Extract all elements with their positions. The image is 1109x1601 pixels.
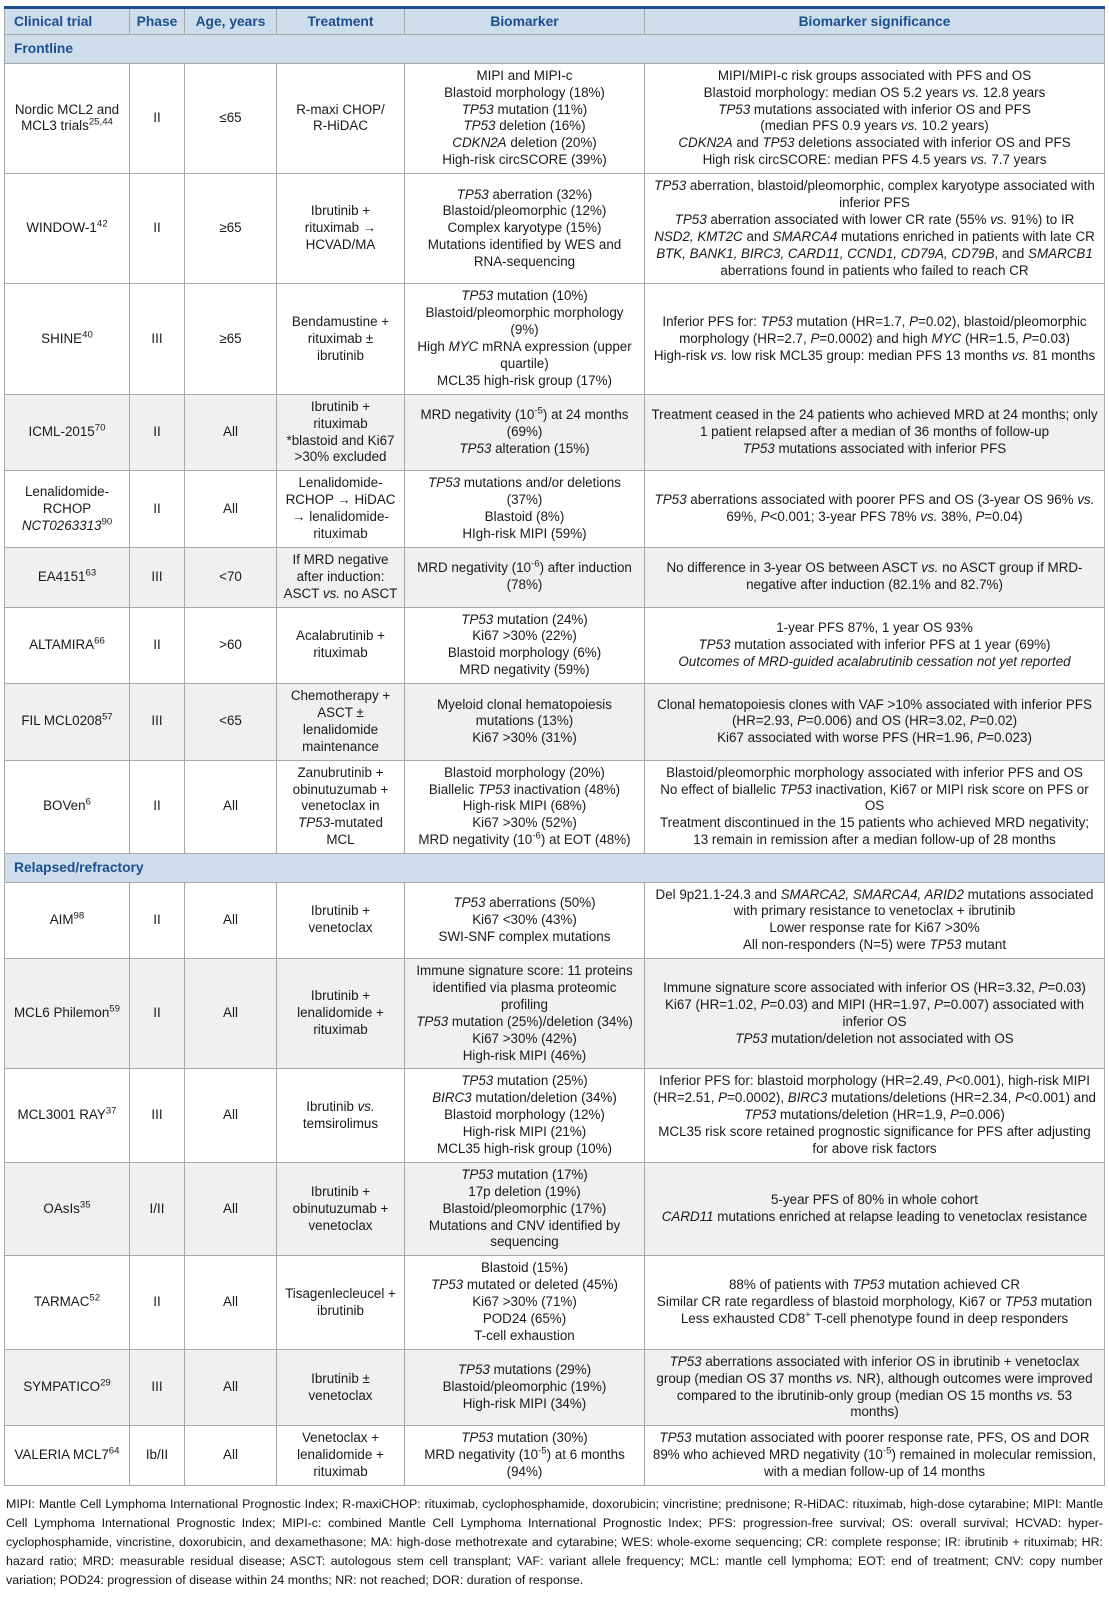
treatment-cell: Ibrutinib + venetoclax [277,882,405,959]
trial-name: Nordic MCL2 and MCL3 trials$^{25,44}$ [5,63,130,173]
table-row [5,547,1105,607]
trial-name: Lenalidomide-RCHOP NCT0263313$^{90}$ [5,471,130,548]
table-row [5,607,1105,684]
phase-cell: II [130,1256,185,1349]
biomarker-cell: TP53 mutation (25%) BIRC3 mutation/deletion (34%) Blastoid morphology (12%) High-risk MIPI (21%) MCL35 high-risk group (10%) [405,1069,645,1162]
biomarker-significance-cell: 1-year PFS 87%, 1 year OS 93% TP53 mutation associated with inferior PFS at 1 year (69%) Outcomes of MRD-guided acalabrutinib cessation not yet reported [645,607,1105,684]
trial-name: SHINE$^{40}$ [5,284,130,394]
biomarker-significance-cell: Inferior PFS for: TP53 mutation (HR=1.7, P=0.02), blastoid/pleomorphic morphology (HR=2.7, P=0.0002) and high MYC (HR=1.5, P=0.03) High-risk vs. low risk MCL35 group: median PFS 13 months vs. 81 months [645,284,1105,394]
treatment-cell: Zanubrutinib + obinutuzumab + venetoclax in TP53-mutated MCL [277,760,405,853]
table-row [5,684,1105,761]
age-cell: >60 [185,607,277,684]
phase-cell: II [130,607,185,684]
biomarker-cell: TP53 aberration (32%) Blastoid/pleomorphic (12%) Complex karyotype (15%) Mutations identified by WES and RNA-sequencing [405,174,645,284]
biomarker-significance-cell: Del 9p21.1-24.3 and SMARCA2, SMARCA4, ARID2 mutations associated with primary resistance to venetoclax + ibrutinib Lower response rate for Ki67 >30% All non-responders (N=5) were TP53 mutant [645,882,1105,959]
trial-name: MCL3001 RAY$^{37}$ [5,1069,130,1162]
column-header-clinical-trial: Clinical trial [5,8,130,35]
biomarker-cell: MRD negativity $(10^{-6})$ after induction (78%) [405,547,645,607]
trial-name: VALERIA $MCL7^{64}$ [5,1426,130,1486]
age-cell: All [185,1162,277,1255]
treatment-cell: Ibrutinib ± venetoclax [277,1349,405,1426]
phase-cell: II [130,882,185,959]
phase-cell: I/II [130,1162,185,1255]
treatment-cell: Tisagenlecleucel + ibrutinib [277,1256,405,1349]
biomarker-significance-cell: Blastoid/pleomorphic morphology associated with inferior PFS and OS No effect of biallelic TP53 inactivation, Ki67 or MIPI risk score on PFS or OS Treatment discontinued in the 15 patients who achieved MRD negativity; 13 remain in remission after a median follow-up of 28 months [645,760,1105,853]
biomarker-cell: TP53 mutations (29%) Blastoid/pleomorphic (19%) High-risk MIPI (34%) [405,1349,645,1426]
biomarker-significance-cell: TP53 aberrations associated with inferior OS in ibrutinib + venetoclax group (median OS 37 months vs. NR), although outcomes were improved compared to the ibrutinib-only group (median OS 15 months vs. 53 months) [645,1349,1105,1426]
table-row [5,284,1105,394]
biomarker-significance-cell: Treatment ceased in the 24 patients who achieved MRD at 24 months; only 1 patient relapsed after a median of 36 months of follow-up TP53 mutations associated with inferior PFS [645,394,1105,471]
trial-name: AIM$^{98}$ [5,882,130,959]
column-header-biomarker: Biomarker [405,8,645,35]
table-figure [4,6,1105,1591]
phase-cell: III [130,1069,185,1162]
trial-name: ICML-2015$^{70}$ [5,394,130,471]
biomarker-cell: Immune signature score: 11 proteins identified via plasma proteomic profiling TP53 mutation (25%)/deletion (34%) Ki67 >30% (42%) High-risk MIPI (46%) [405,959,645,1069]
age-cell: All [185,1426,277,1486]
treatment-cell: Ibrutinib + rituximab → HCVAD/MA [277,174,405,284]
column-header-phase: Phase [130,8,185,35]
trial-name: MCL6 Philemon$^{59}$ [5,959,130,1069]
biomarker-significance-cell: TP53 mutation associated with poorer response rate, PFS, OS and DOR 89% who achieved MRD negativity $(10^{-5})$ remained in molecular remission, with a median follow-up of 14 months [645,1426,1105,1486]
phase-cell: II [130,174,185,284]
treatment-cell: Ibrutinib + obinutuzumab + venetoclax [277,1162,405,1255]
age-cell: ≤65 [185,63,277,173]
table-row [5,471,1105,548]
table-row [5,959,1105,1069]
biomarker-cell: TP53 mutation (17%) 17p deletion (19%) Blastoid/pleomorphic (17%) Mutations and CNV identified by sequencing [405,1162,645,1255]
treatment-cell: Bendamustine + rituximab ± ibrutinib [277,284,405,394]
phase-cell: II [130,760,185,853]
age-cell: All [185,760,277,853]
phase-cell: II [130,959,185,1069]
biomarker-cell: Myeloid clonal hematopoiesis mutations (13%) Ki67 >30% (31%) [405,684,645,761]
biomarker-cell: TP53 aberrations (50%) Ki67 <30% (43%) SWI-SNF complex mutations [405,882,645,959]
table-row [5,394,1105,471]
biomarker-cell: Blastoid morphology (20%) Biallelic TP53 inactivation (48%) High-risk MIPI (68%) Ki67 >30% (52%) MRD negativity $(10^{-6})$ at EOT (48%) [405,760,645,853]
trial-name: WINDOW-$1^{42}$ [5,174,130,284]
treatment-cell: If MRD negative after induction: ASCT vs. no ASCT [277,547,405,607]
trial-name: OAsIs$^{35}$ [5,1162,130,1255]
treatment-cell: Lenalidomide-RCHOP → HiDAC → lenalidomide-rituximab [277,471,405,548]
header-row [5,8,1105,35]
section-label: Frontline [5,35,1105,63]
biomarker-cell: MRD negativity $(10^{-5})$ at 24 months (69%) TP53 alteration (15%) [405,394,645,471]
phase-cell: III [130,1349,185,1426]
trial-name: TARMAC$^{52}$ [5,1256,130,1349]
phase-cell: III [130,547,185,607]
table-row [5,760,1105,853]
age-cell: ≥65 [185,174,277,284]
age-cell: All [185,394,277,471]
age-cell: All [185,1069,277,1162]
biomarker-cell: TP53 mutation (10%) Blastoid/pleomorphic morphology (9%) High MYC mRNA expression (upper quartile) MCL35 high-risk group (17%) [405,284,645,394]
treatment-cell: Chemotherapy + ASCT ± lenalidomide maintenance [277,684,405,761]
biomarker-cell: Blastoid (15%) TP53 mutated or deleted (45%) Ki67 >30% (71%) POD24 (65%) T-cell exhaustion [405,1256,645,1349]
phase-cell: II [130,63,185,173]
age-cell: All [185,1256,277,1349]
treatment-cell: Ibrutinib vs. temsirolimus [277,1069,405,1162]
phase-cell: III [130,684,185,761]
section-header-relapsed-refractory [5,854,1105,882]
abbreviations-footnote: MIPI: Mantle Cell Lymphoma International Prognostic Index; R-maxiCHOP: rituximab, cyclophosphamide, doxorubicin; vincristine; prednisone; R-HiDAC: rituximab, high-dose cytarabine; MIPI: Mantle Cell Lymphoma International Prognostic Index; MIPI-c: combined Mantle Cell Lymphoma International Prognostic Index; PFS: progression-free survival; OS: overall survival; HCVAD: hyper-cyclophosphamide, vincristine, doxorubicin, and dexamethasone; MA: high-dose methotrexate and cytarabine; WES: whole-exome sequencing; CR: complete response; IR: ibrutinib + rituximab; HR: hazard ratio; MRD: measurable residual disease; ASCT: autologous stem cell transplant; VAF: variant allele frequency; MCL: mantle cell lymphoma; EOT: end of treatment; CNV: copy number variation; POD24: progression of disease within 24 months; NR: not reached; DOR: duration of response. [6,1497,1103,1588]
phase-cell: Ib/II [130,1426,185,1486]
treatment-cell: Venetoclax + lenalidomide + rituximab [277,1426,405,1486]
table-row [5,1349,1105,1426]
biomarker-cell: TP53 mutation (24%) Ki67 >30% (22%) Blastoid morphology (6%) MRD negativity (59%) [405,607,645,684]
biomarker-significance-cell: 88% of patients with TP53 mutation achieved CR Similar CR rate regardless of blastoid morphology, Ki67 or TP53 mutation Less exhausted CD8+ T-cell phenotype found in deep responders [645,1256,1105,1349]
age-cell: <65 [185,684,277,761]
phase-cell: II [130,471,185,548]
trial-name: FIL MCL0208$^{57}$ [5,684,130,761]
treatment-cell: Ibrutinib + lenalidomide + rituximab [277,959,405,1069]
table-row [5,1069,1105,1162]
treatment-cell: Acalabrutinib + rituximab [277,607,405,684]
biomarker-significance-cell: No difference in 3-year OS between ASCT vs. no ASCT group if MRD-negative after induction (82.1% and 82.7%) [645,547,1105,607]
age-cell: All [185,1349,277,1426]
biomarker-significance-cell: TP53 aberrations associated with poorer PFS and OS (3-year OS 96% vs. 69%, P<0.001; 3-year PFS 78% vs. 38%, P=0.04) [645,471,1105,548]
treatment-cell: R-maxi CHOP/ R-HiDAC [277,63,405,173]
phase-cell: III [130,284,185,394]
table-row [5,174,1105,284]
column-header-treatment: Treatment [277,8,405,35]
table-header [5,8,1105,35]
biomarker-significance-cell: Clonal hematopoiesis clones with VAF >10% associated with inferior PFS (HR=2.93, P=0.006) and OS (HR=3.02, P=0.02) Ki67 associated with worse PFS (HR=1.96, P=0.023) [645,684,1105,761]
biomarker-cell: TP53 mutations and/or deletions (37%) Blastoid (8%) HIgh-risk MIPI (59%) [405,471,645,548]
column-header-age: Age, years [185,8,277,35]
table-row [5,1162,1105,1255]
age-cell: All [185,882,277,959]
trial-name: ALTAMIRA$^{66}$ [5,607,130,684]
trial-name: EA4151$^{63}$ [5,547,130,607]
biomarker-significance-cell: Immune signature score associated with inferior OS (HR=3.32, P=0.03) Ki67 (HR=1.02, P=0.03) and MIPI (HR=1.97, P=0.007) associated with inferior OS TP53 mutation/deletion not associated with OS [645,959,1105,1069]
table-row [5,1256,1105,1349]
section-label: Relapsed/refractory [5,854,1105,882]
biomarker-significance-cell: Inferior PFS for: blastoid morphology (HR=2.49, P<0.001), high-risk MIPI (HR=2.51, P=0.0002), BIRC3 mutations/deletions (HR=2.34, P<0.001) and TP53 mutations/deletion (HR=1.9, P=0.006) MCL35 risk score retained prognostic significance for PFS after adjusting for above risk factors [645,1069,1105,1162]
biomarker-significance-cell: MIPI/MIPI-c risk groups associated with PFS and OS Blastoid morphology: median OS 5.2 years vs. 12.8 years TP53 mutations associated with inferior OS and PFS (median PFS 0.9 years vs. 10.2 years) CDKN2A and TP53 deletions associated with inferior OS and PFS High risk circSCORE: median PFS 4.5 years vs. 7.7 years [645,63,1105,173]
age-cell: ≥65 [185,284,277,394]
table-row [5,882,1105,959]
phase-cell: II [130,394,185,471]
table-row [5,63,1105,173]
biomarker-cell: MIPI and MIPI-c Blastoid morphology (18%) TP53 mutation (11%) TP53 deletion (16%) CDKN2A deletion (20%) High-risk circSCORE (39%) [405,63,645,173]
biomarker-significance-cell: 5-year PFS of 80% in whole cohort CARD11 mutations enriched at relapse leading to venetoclax resistance [645,1162,1105,1255]
biomarker-significance-cell: TP53 aberration, blastoid/pleomorphic, complex karyotype associated with inferior PFS TP53 aberration associated with lower CR rate (55% vs. 91%) to IR NSD2, KMT2C and SMARCA4 mutations enriched in patients with late CR BTK, BANK1, BIRC3, CARD11, CCND1, CD79A, CD79B, and SMARCB1 aberrations found in patients who failed to reach CR [645,174,1105,284]
table-row [5,1426,1105,1486]
column-header-biomarker-significance: Biomarker significance [645,8,1105,35]
treatment-cell: Ibrutinib + rituximab *blastoid and Ki67 >30% excluded [277,394,405,471]
biomarker-cell: TP53 mutation (30%) MRD negativity $(10^{-5})$ at 6 months (94%) [405,1426,645,1486]
age-cell: <70 [185,547,277,607]
trial-name: SYMPATICO$^{29}$ [5,1349,130,1426]
section-header-frontline [5,35,1105,63]
biomarker-table [4,6,1105,1486]
age-cell: All [185,471,277,548]
trial-name: BOVen$^6$ [5,760,130,853]
age-cell: All [185,959,277,1069]
